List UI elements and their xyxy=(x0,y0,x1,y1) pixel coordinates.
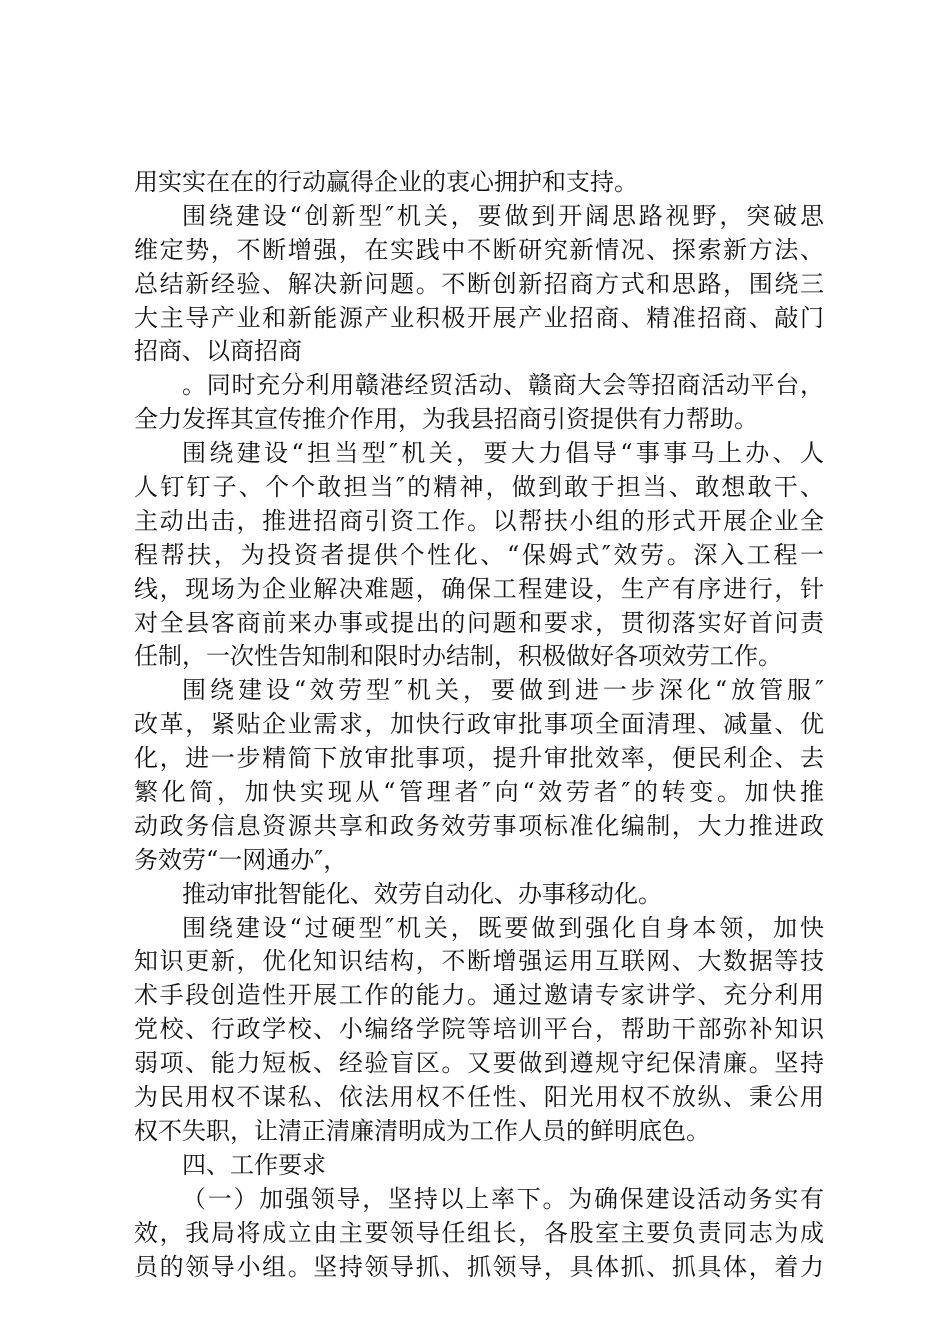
paragraph-start-line: 围绕建设“担当型″机关，要大力倡导“事事马上办、人 xyxy=(182,439,824,468)
paragraph-start-line: （一）加强领导，坚持以上率下。为确保建设活动务实有 xyxy=(182,1184,824,1213)
text-line: 招商、以商招商 xyxy=(134,337,302,366)
text-line: 改革，紧贴企业需求，加快行政审批事项全面清理、减量、优 xyxy=(134,710,824,739)
text-line: 术手段创造性开展工作的能力。通过邀请专家讲学、充分利用 xyxy=(134,981,824,1010)
text-line: 任制，一次性告知制和限时办结制，积极做好各项效劳工作。 xyxy=(134,642,782,671)
paragraph-start-line: 推动审批智能化、效劳自动化、办事移动化。 xyxy=(182,879,662,908)
document-body xyxy=(134,166,824,1284)
text-line: 员的领导小组。坚持领导抓、抓领导，具体抓、抓具体，着力 xyxy=(134,1252,824,1281)
text-line: 效，我局将成立由主要领导任组长，各股室主要负责同志为成 xyxy=(134,1218,824,1247)
text-line: 主动出击，推进招商引资工作。以帮扶小组的形式开展企业全 xyxy=(134,506,824,535)
text-line: 维定势，不断增强，在实践中不断研究新情况、探索新方法、 xyxy=(134,235,824,264)
text-line: 线，现场为企业解决难题，确保工程建设，生产有序进行，针 xyxy=(134,574,824,603)
text-line: 弱项、能力短板、经验盲区。又要做到遵规守纪保清廉。坚持 xyxy=(134,1049,824,1078)
text-line: 全力发挥其宣传推介作用，为我县招商引资提供有力帮助。 xyxy=(134,405,758,434)
text-line: 大主导产业和新能源产业积极开展产业招商、精准招商、敲门 xyxy=(134,303,824,332)
text-line: 为民用权不谋私、依法用权不任性、阳光用权不放纵、秉公用 xyxy=(134,1083,824,1112)
text-line: 党校、行政学校、小编络学院等培训平台，帮助干部弥补知识 xyxy=(134,1015,824,1044)
text-line: 务效劳“一网通办″， xyxy=(134,845,348,874)
text-line: 程帮扶，为投资者提供个性化、“保姆式″效劳。深入工程一 xyxy=(134,540,824,569)
text-line: 动政务信息资源共享和政务效劳事项标准化编制，大力推进政 xyxy=(134,811,824,840)
text-line: 权不失职，让清正清廉清明成为工作人员的鲜明底色。 xyxy=(134,1116,710,1145)
text-line: 人钉钉子、个个敢担当″的精神，做到敢于担当、敢想敢干、 xyxy=(134,473,824,502)
text-line: 知识更新，优化知识结构，不断增强运用互联网、大数据等技 xyxy=(134,947,824,976)
text-line: 总结新经验、解决新问题。不断创新招商方式和思路，围绕三 xyxy=(134,269,824,298)
text-line: 对全县客商前来办事或提出的问题和要求，贯彻落实好首问责 xyxy=(134,608,824,637)
paragraph-start-line: 。同时充分利用赣港经贸活动、赣商大会等招商活动平台， xyxy=(182,371,824,400)
text-line: 化，进一步精简下放审批事项，提升审批效率，便民利企、去 xyxy=(134,744,824,773)
paragraph-start-line: 围绕建设“创新型″机关，要做到开阔思路视野，突破思 xyxy=(182,201,824,230)
text-line: 用实实在在的行动赢得企业的衷心拥护和支持。 xyxy=(134,168,638,196)
text-line: 繁化简，加快实现从“管理者″向“效劳者″的转变。加快推 xyxy=(134,778,824,807)
paragraph-start-line: 围绕建设“过硬型″机关，既要做到强化自身本领，加快 xyxy=(182,913,824,942)
paragraph-start-line: 围绕建设“效劳型″机关，要做到进一步深化“放管服″ xyxy=(182,676,824,705)
section-heading: 四、工作要求 xyxy=(182,1150,326,1179)
